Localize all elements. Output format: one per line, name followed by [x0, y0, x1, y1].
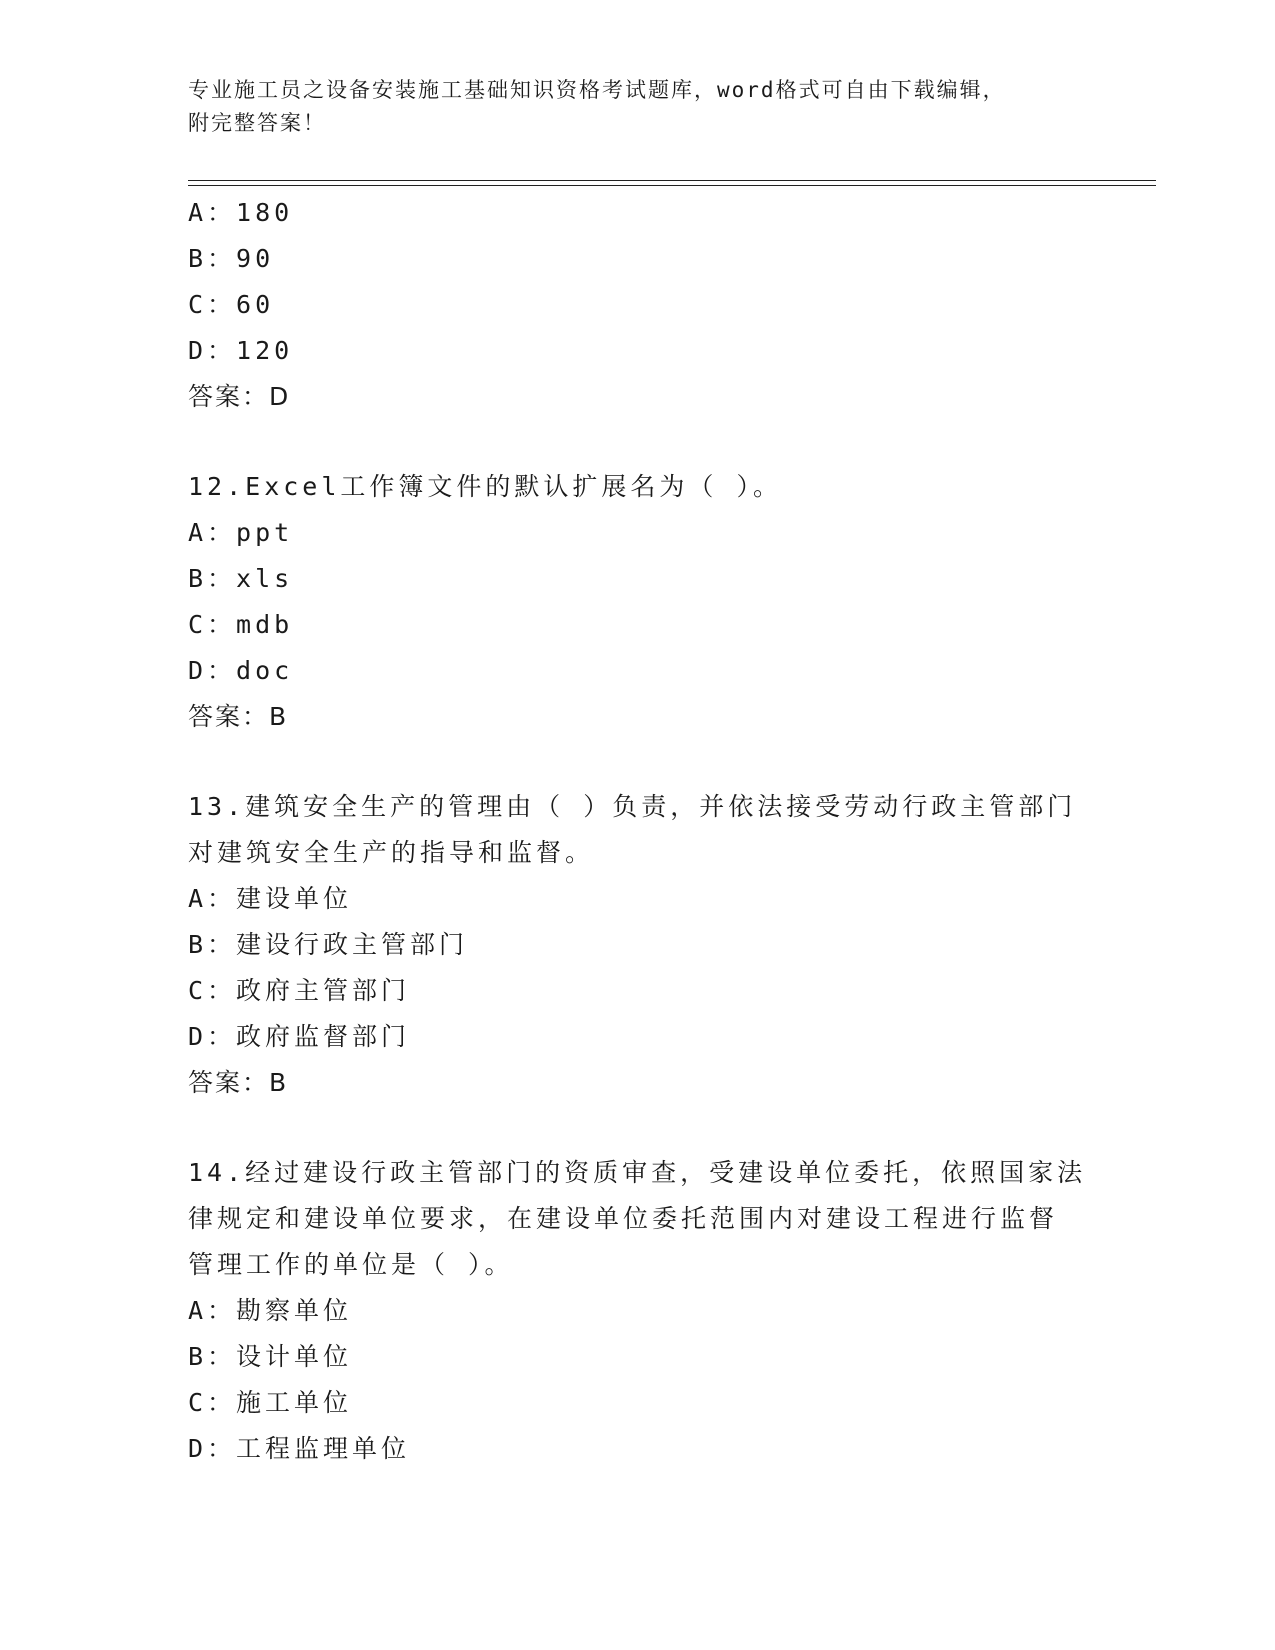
header-line-2: 附完整答案！ [188, 111, 326, 135]
option-a: A：ppt [188, 518, 294, 547]
answer: 答案：B [188, 1068, 289, 1097]
question-12 [188, 464, 1088, 740]
question-list [188, 190, 1088, 1472]
header-divider-bottom [188, 185, 1156, 186]
option-d: D：doc [188, 656, 294, 685]
header-line-1: 专业施工员之设备安装施工基础知识资格考试题库，word格式可自由下载编辑， [188, 78, 1006, 102]
option-b: B：xls [188, 564, 294, 593]
question-13 [188, 784, 1088, 1106]
document-header [188, 74, 1088, 140]
option-a: A：建设单位 [188, 884, 353, 913]
option-d: D：工程监理单位 [188, 1434, 411, 1463]
answer: 答案：B [188, 702, 289, 731]
answer: 答案：D [188, 382, 291, 411]
option-c: C：60 [188, 290, 275, 319]
question-line: 13.建筑安全生产的管理由（ ）负责，并依法接受劳动行政主管部门 [188, 792, 1077, 821]
question-14 [188, 1150, 1088, 1472]
question-line: 管理工作的单位是（ ）。 [188, 1250, 514, 1279]
header-divider-top [188, 180, 1156, 181]
question-line: 14.经过建设行政主管部门的资质审查，受建设单位委托，依照国家法 [188, 1158, 1087, 1187]
option-a: A：勘察单位 [188, 1296, 353, 1325]
question-line: 对建筑安全生产的指导和监督。 [188, 838, 595, 867]
question-line: 12.Excel工作簿文件的默认扩展名为（ ）。 [188, 472, 782, 501]
option-b: B：90 [188, 244, 275, 273]
option-c: C：政府主管部门 [188, 976, 411, 1005]
question-text [188, 1150, 1087, 1288]
question-text [188, 464, 1078, 510]
option-a: A：180 [188, 198, 294, 227]
question-text [188, 784, 1078, 876]
option-b: B：建设行政主管部门 [188, 930, 469, 959]
option-c: C：施工单位 [188, 1388, 353, 1417]
option-d: D：120 [188, 336, 294, 365]
question-line: 律规定和建设单位要求，在建设单位委托范围内对建设工程进行监督 [188, 1204, 1059, 1233]
option-b: B：设计单位 [188, 1342, 353, 1371]
question-11 [188, 190, 1088, 420]
option-d: D：政府监督部门 [188, 1022, 411, 1051]
option-c: C：mdb [188, 610, 294, 639]
